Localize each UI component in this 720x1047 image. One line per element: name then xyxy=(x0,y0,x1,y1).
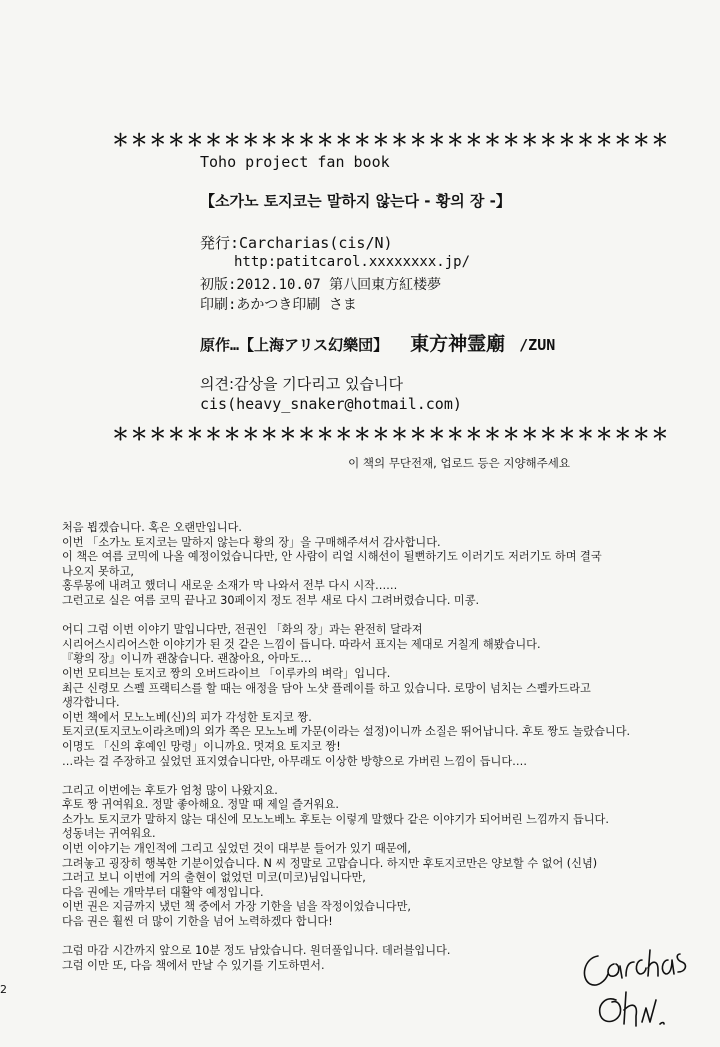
afterword xyxy=(62,521,682,988)
original-prefix: 原作…【上海アリス幻樂団】 xyxy=(200,336,389,354)
text-line: 성동녀는 귀여워요. xyxy=(62,827,156,841)
printer-line: 印刷:あかつき印刷 さま xyxy=(200,297,357,313)
publisher-line: 発行:Carcharias(cis/N) xyxy=(200,234,393,252)
text-line: 이번 「소가노 토지코는 말하지 않는다 황의 장」을 구매해주셔서 감사합니다. xyxy=(62,535,441,549)
text-line: 『황의 장』이니까 괜찮습니다. 괜찮아요, 아마도… xyxy=(62,652,312,666)
website-url: http:patitcarol.xxxxxxxx.jp/ xyxy=(234,254,471,270)
text-line: 이번 책에서 모노노베(신)의 피가 각성한 토지코 짱. xyxy=(62,710,312,724)
text-line: 어디 그럼 이번 이야기 말입니다만, 전권인 「화의 장」과는 완전히 달라져 xyxy=(62,623,423,637)
text-line: 이번 이야기는 개인적에 그리고 싶었던 것이 대부분 들어가 있기 때문에, xyxy=(62,842,411,856)
page-number: 2 xyxy=(0,983,7,996)
book-title: 【소가노 토지코는 말하지 않는다 - 황의 장 -】 xyxy=(200,192,511,210)
text-line: 토지코(토지코노이라츠메)의 외가 쪽은 모노노베 가문(이라는 설정)이니까 소질은 뛰어납니다. 후토 짱도 놀랐습니다. xyxy=(62,725,631,739)
text-line: 나오지 못하고, xyxy=(62,564,134,578)
text-line: 다음 권은 훨씬 더 많이 기한을 넘어 노력하겠다 합니다! xyxy=(62,915,333,929)
text-line: 이 책은 여름 코믹에 나올 예정이었습니다만, 안 사람이 리얼 시해선이 될뻔하기도 이러기도 저러기도 하며 결국 xyxy=(62,550,602,564)
text-line: 이번 모티브는 토지코 짱의 오버드라이브 「이루카의 벼락」입니다. xyxy=(62,666,391,680)
original-author: /ZUN xyxy=(519,336,556,354)
series-label: Toho project fan book xyxy=(200,153,390,171)
text-line: 그런고로 실은 여름 코믹 끝나고 30페이지 정도 전부 새로 다시 그려버렸습니다. 미콩. xyxy=(62,593,480,607)
original-work-title: 東方神霊廟 xyxy=(410,333,506,355)
bottom-star-border: ＊＊＊＊＊＊＊＊＊＊＊＊＊＊＊＊＊＊＊＊＊＊＊＊＊＊＊＊＊＊ xyxy=(112,425,670,445)
paragraph xyxy=(62,784,682,930)
first-edition-line: 初版:2012.10.07 第八回東方紅楼夢 xyxy=(200,277,442,293)
paragraph xyxy=(62,623,682,769)
handwritten-signature xyxy=(576,930,696,1030)
text-line: 이명도 「신의 후예인 망령」이니까요. 멋져요 토지코 짱! xyxy=(62,739,341,753)
text-line: 이번 권은 지금까지 냈던 책 중에서 가장 기한을 넘을 작정이었습니다만, xyxy=(62,900,411,914)
text-line: 최근 신령모 스펠 프랙티스를 할 때는 애정을 담아 노샷 플레이를 하고 있습니다. 로망이 넘치는 스펠카드라고 xyxy=(62,681,591,695)
text-line: 처음 뵙겠습니다. 혹은 오랜만입니다. xyxy=(62,521,242,534)
paragraph xyxy=(62,521,682,609)
copyright-notice: 이 책의 무단전재, 업로드 등은 지양해주세요 xyxy=(348,456,570,470)
text-line: 그리고 이번에는 후토가 엄청 많이 나왔지요. xyxy=(62,783,278,797)
text-line: 그러고 보니 이번에 거의 출현이 없었던 미코(미코)님입니다만, xyxy=(62,871,366,885)
text-line: 그럼 마감 시간까지 앞으로 10분 정도 남았습니다. 원더풀입니다. 데러블입니다. xyxy=(62,944,451,958)
original-work-line xyxy=(200,329,555,356)
text-line: 홍루몽에 내려고 했더니 새로운 소재가 막 나와서 전부 다시 시작…… xyxy=(62,579,398,593)
top-star-border: ＊＊＊＊＊＊＊＊＊＊＊＊＊＊＊＊＊＊＊＊＊＊＊＊＊＊＊＊＊＊ xyxy=(112,131,670,151)
text-line: 그려놓고 굉장히 행복한 기분이었습니다. N 씨 정말로 고맙습니다. 하지만 후토지코만은 양보할 수 없어 (신념) xyxy=(62,856,598,870)
text-line: …라는 걸 주장하고 싶었던 표지였습니다만, 아무래도 이상한 방향으로 가버린 느낌이 듭니다…. xyxy=(62,754,527,768)
text-line: 다음 권에는 개막부터 대활약 예정입니다. xyxy=(62,885,264,899)
text-line: 생각합니다. xyxy=(62,696,120,710)
contact-email: cis(heavy_snaker@hotmail.com) xyxy=(200,395,462,413)
text-line: 시리어스시리어스한 이야기가 된 것 같은 느낌이 듭니다. 따라서 표지는 제대로 거칠게 해봤습니다. xyxy=(62,637,541,651)
opinion-line: 의견:감상을 기다리고 있습니다 xyxy=(200,375,403,393)
text-line: 그럼 이만 또, 다음 책에서 만날 수 있기를 기도하면서. xyxy=(62,958,325,972)
text-line: 후토 짱 귀여워요. 정말 좋아해요. 정말 때 제일 즐거워요. xyxy=(62,798,339,812)
text-line: 소가노 토지코가 말하지 않는 대신에 모노노베노 후토는 이렇게 말했다 같은 이야기가 되어버린 느낌까지 듭니다. xyxy=(62,812,609,826)
